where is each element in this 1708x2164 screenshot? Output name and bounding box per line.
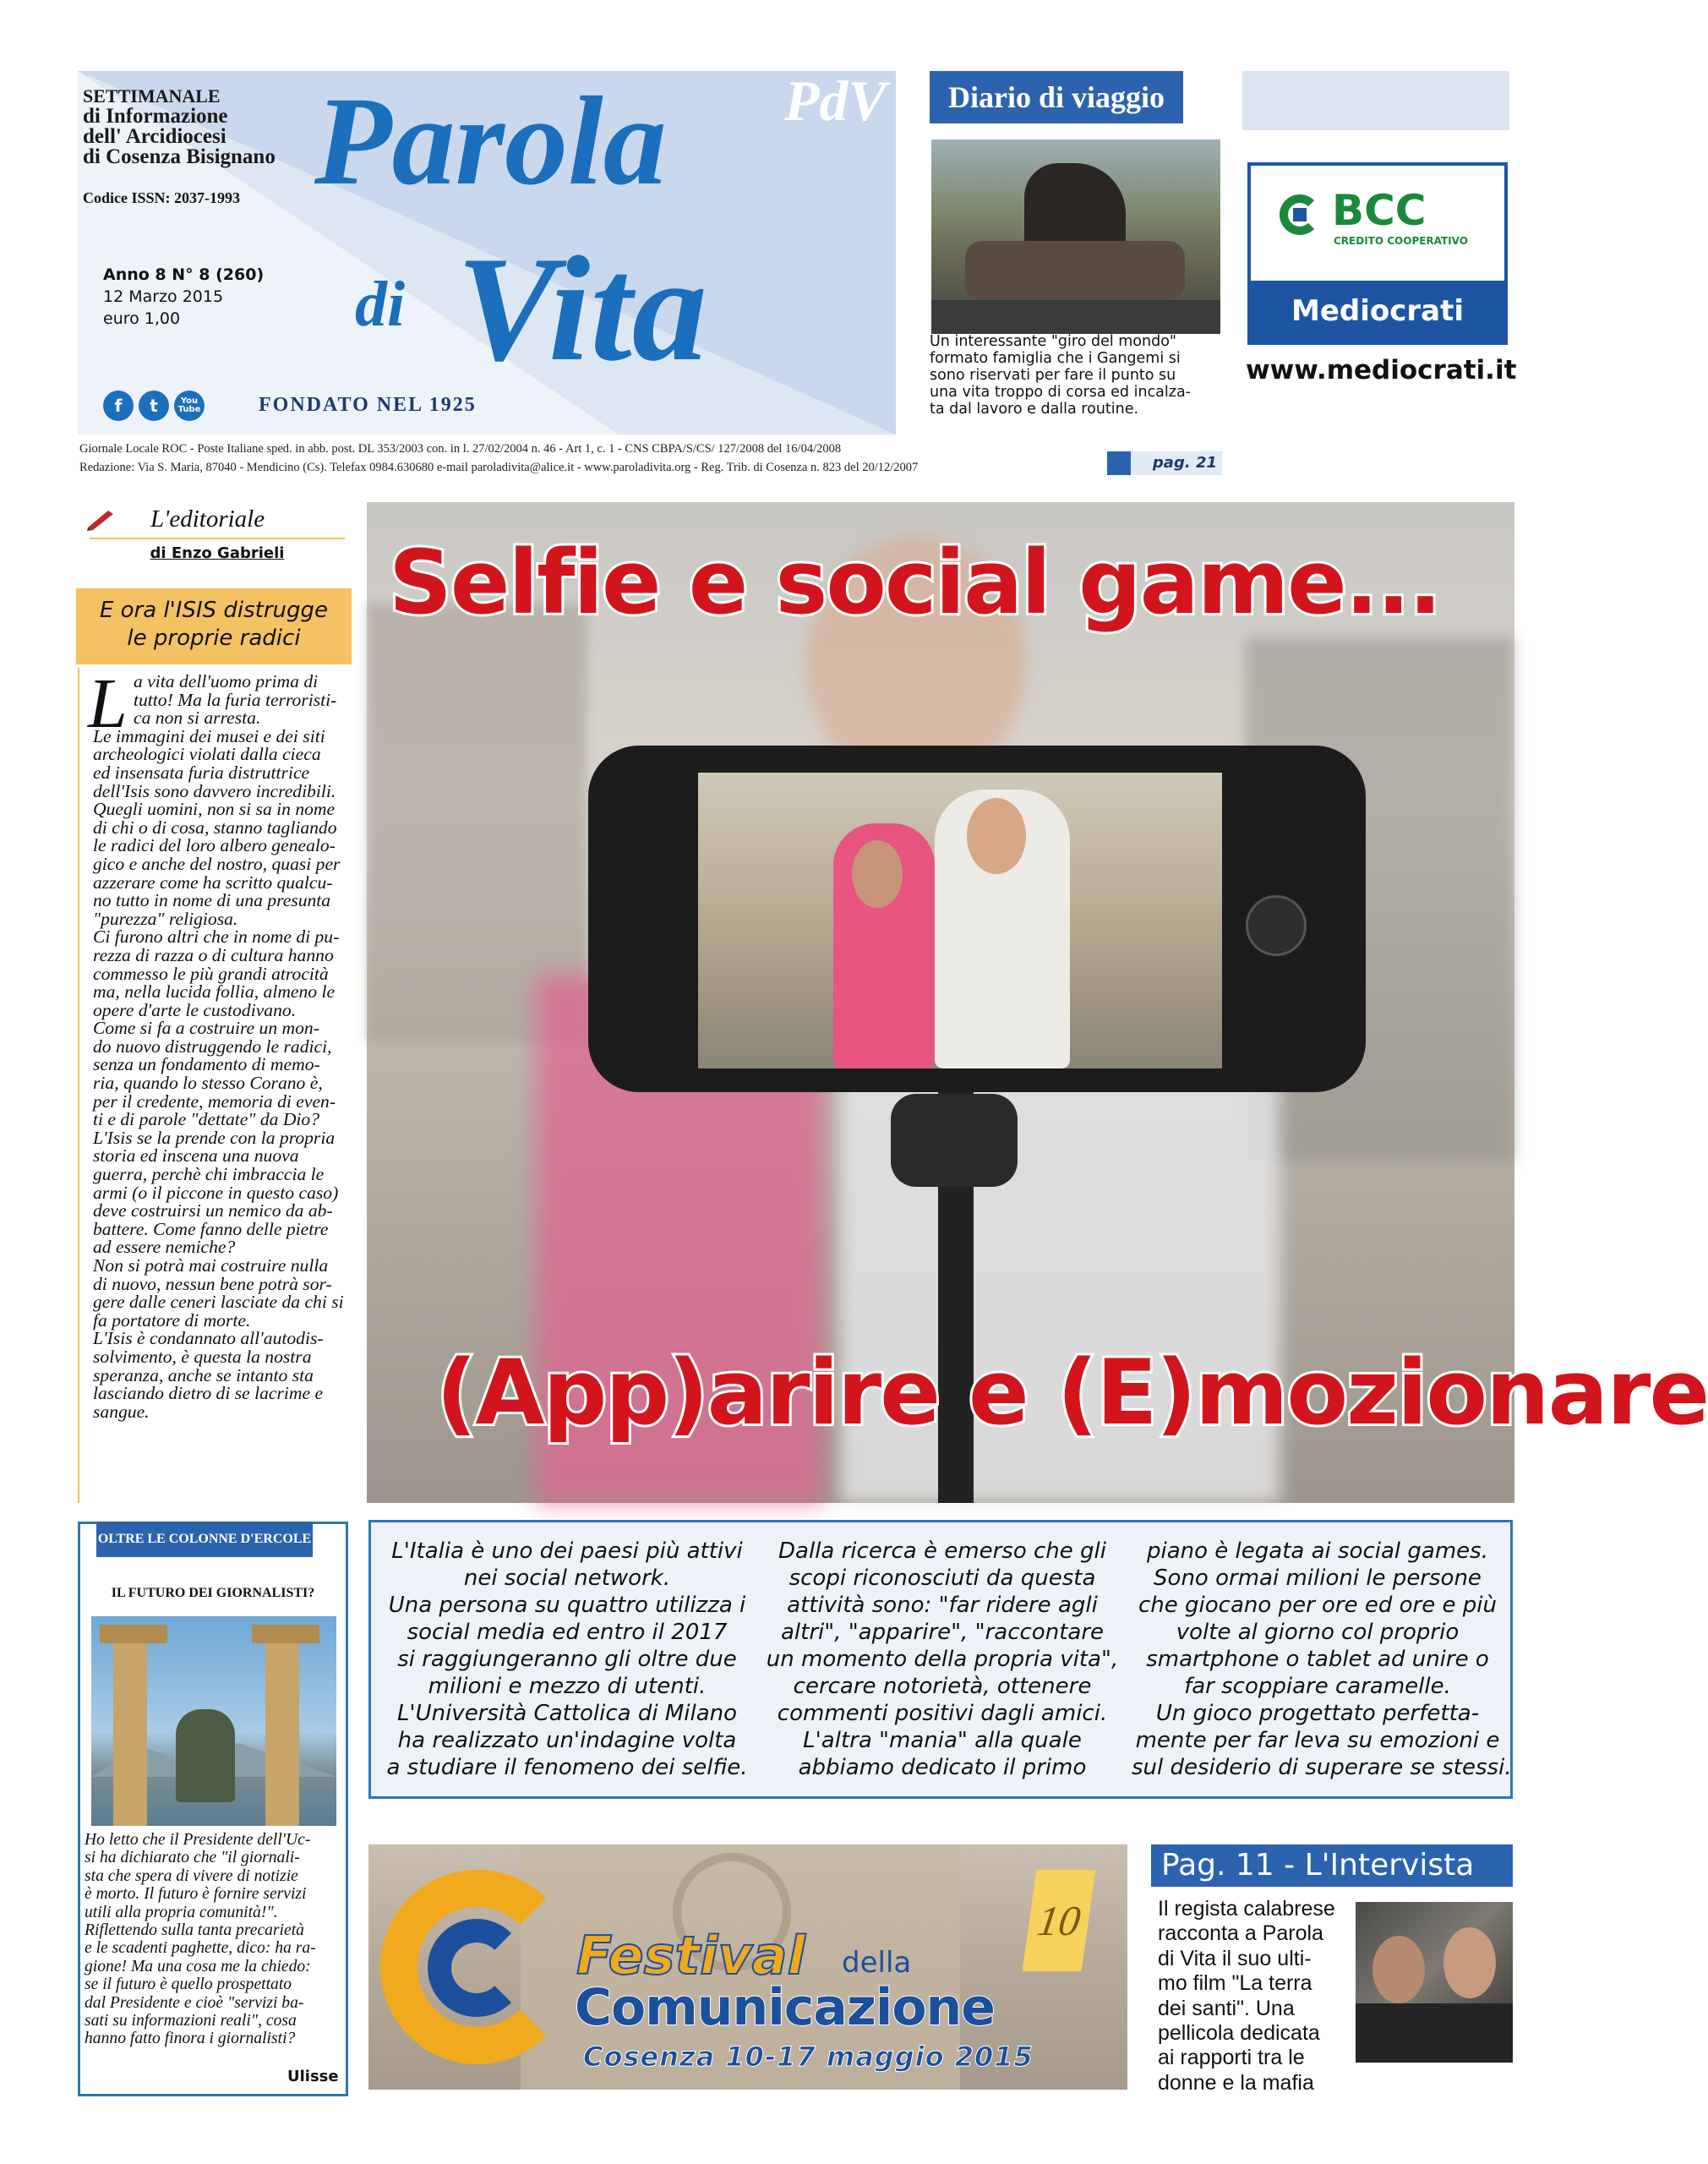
article-line: piano è legata ai social games.	[1146, 1538, 1488, 1564]
intervista-line: di Vita il suo ulti-	[1158, 1946, 1312, 1970]
intervista-line: racconta a Parola	[1158, 1921, 1323, 1946]
diario-title[interactable]: Diario di viaggio	[930, 71, 1183, 123]
article-line: attività sono: "far ridere agli	[787, 1593, 1098, 1618]
publisher-line: di Cosenza Bisignano	[83, 145, 276, 168]
title-parola: Parola	[314, 71, 667, 211]
article-line: Dalla ricerca è emerso che gli	[778, 1538, 1106, 1564]
editorial-line: Non si potrà mai costruire nulla	[93, 1255, 329, 1276]
editorial-line: dell'Isis sono davvero incredibili.	[93, 780, 336, 801]
article-panel	[368, 1520, 1513, 1799]
intervista-title[interactable]: Pag. 11 - L'Intervista	[1151, 1844, 1513, 1887]
article-line: commenti positivi dagli amici.	[777, 1701, 1108, 1726]
editorial-line: ma, nella lucida follia, almeno le	[93, 981, 336, 1003]
ad-top-band	[1242, 71, 1509, 130]
issue-date: 12 Marzo 2015	[103, 287, 224, 306]
publisher-block	[83, 86, 276, 167]
editorial-line: Le immagini dei musei e dei siti	[93, 725, 325, 746]
editorial-line: "purezza" religiosa.	[93, 908, 238, 929]
article-line: abbiamo dedicato il primo	[798, 1755, 1087, 1780]
editorial-line: ca non si arresta.	[134, 708, 261, 729]
festival-logo-inner-icon	[428, 1919, 526, 2017]
editorial-line: commesso le più grandi atrocità	[93, 963, 329, 984]
ercole-line: gione! Ma una cosa me la chiedo:	[85, 1957, 311, 1975]
editorial-headline[interactable]	[76, 588, 352, 664]
twitter-icon[interactable]: t	[139, 391, 169, 421]
editorial-line: no tutto in nome di una presunta	[93, 890, 331, 911]
editorial-line: di nuovo, nessun bene potrà sor-	[93, 1273, 332, 1294]
editorial-line: do nuovo distruggendo le radici,	[93, 1036, 332, 1057]
article-line: un momento della propria vita",	[766, 1647, 1119, 1672]
phone-screen	[698, 773, 1222, 1068]
publisher-line: dell' Arcidiocesi	[83, 125, 226, 148]
diario-photo	[931, 139, 1220, 331]
article-line: cercare notorietà, ottenere	[793, 1674, 1092, 1699]
editorial-line: tutto! Ma la furia terroristi-	[134, 689, 337, 710]
ercole-line: se il futuro è quello prospettato	[85, 1975, 292, 1994]
facebook-icon[interactable]: f	[103, 391, 134, 421]
bcc-brand: BCC	[1332, 186, 1427, 235]
festival-banner[interactable]	[368, 1844, 1127, 2090]
editorial-line: speranza, anche se intanto sta	[93, 1364, 314, 1385]
editorial-line: ti e di parole "dettate" da Dio?	[93, 1109, 320, 1130]
ercole-line: utili alla propria comunità!".	[85, 1903, 278, 1921]
cover-headline-top[interactable]: Selfie e social game...	[389, 531, 1441, 634]
intervista-line: Il regista calabrese	[1158, 1897, 1335, 1921]
headline-line: le proprie radici	[127, 626, 301, 651]
ercole-line: e le scadenti paghette, dico: ha ra-	[85, 1939, 316, 1958]
cover-headline-bottom[interactable]: (App)arire e (E)mozionare	[436, 1341, 1708, 1445]
bcc-name: Mediocrati	[1251, 281, 1504, 342]
article-line: Una persona su quattro utilizza i	[388, 1593, 746, 1618]
article-line: a studiare il fenomeno dei selfie.	[386, 1755, 748, 1780]
editorial-line: rezza di razza o di cultura hanno	[93, 944, 334, 965]
title-di: di	[355, 269, 406, 340]
editorial-line: Quegli uomini, non si sa in nome	[93, 799, 336, 820]
editorial-line: gere dalle ceneri lasciate da chi si	[93, 1292, 344, 1313]
editorial-label: L'editoriale	[150, 505, 265, 533]
article-line: L'altra "mania" alla quale	[803, 1728, 1082, 1753]
intervista-photo	[1356, 1902, 1513, 2061]
publisher-line: di Informazione	[83, 105, 228, 128]
ercole-line: Ho letto che il Presidente dell'Uc-	[85, 1831, 311, 1849]
article-line: social media ed entro il 2017	[407, 1620, 728, 1645]
editorial-line: armi (o il piccone in questo caso)	[93, 1182, 339, 1203]
article-line: si raggiungeranno gli oltre due	[397, 1647, 737, 1672]
editorial-rule	[90, 538, 345, 539]
article-line: milioni e mezzo di utenti.	[428, 1674, 707, 1699]
ercole-photo	[91, 1616, 336, 1826]
article-line: far scoppiare caramelle.	[1184, 1674, 1451, 1699]
article-line: sul desiderio di superare se stessi.	[1132, 1755, 1512, 1780]
ercole-body	[85, 1831, 316, 2048]
headline-line: E ora l'ISIS distrugge	[99, 598, 329, 623]
article-line: nei social network.	[463, 1566, 671, 1591]
pdv-badge: PdV	[784, 68, 887, 133]
editorial-line: ria, quando lo stesso Corano è,	[93, 1073, 323, 1094]
article-line: Sono ormai milioni le persone	[1154, 1566, 1482, 1591]
editorial-line: Come si fa a costruire un mon-	[93, 1018, 319, 1039]
editorial-line: opere d'arte le custodivano.	[93, 999, 297, 1020]
caption-line: sono riservati per fare il punto su	[930, 367, 1176, 384]
issue-info	[103, 264, 264, 330]
editorial-line: le radici del loro albero genealo-	[93, 835, 336, 856]
founded-line: FONDATO NEL 1925	[259, 394, 477, 416]
article-line: mente per far leva su emozioni e	[1135, 1728, 1500, 1753]
issue-number: Anno 8 N° 8 (260)	[103, 265, 265, 284]
page-ref[interactable]: pag. 21	[1131, 451, 1222, 475]
page-ref-marker	[1107, 451, 1131, 475]
article-column-1	[381, 1538, 753, 1781]
festival-word-1: Festival	[576, 1925, 805, 1986]
editorial-line: solvimento, è questa la nostra	[93, 1346, 312, 1367]
cover-photo	[367, 502, 1708, 1503]
article-line: altri", "apparire", "raccontare	[780, 1620, 1105, 1645]
article-column-3	[1132, 1538, 1512, 1781]
ercole-title: IL FUTURO DEI GIORNALISTI?	[111, 1586, 315, 1600]
issn-code: Codice ISSN: 2037-1993	[83, 189, 241, 206]
ercole-signature: Ulisse	[287, 2068, 339, 2085]
bcc-website[interactable]: www.mediocrati.it	[1246, 355, 1517, 385]
caption-line: formato famiglia che i Gangemi si	[930, 350, 1181, 367]
editorial-line: storia ed inscena una nuova	[93, 1145, 299, 1167]
editorial-author: di Enzo Gabrieli	[150, 544, 285, 562]
legal-line-1: Giornale Locale ROC - Poste Italiane sped. in abb. post. DL 353/2003 con. in l. 27/02/2004 n. 46 - Art 1, c. 1 - CNS CBPA/S/CS/ 127/2008 del 16/04/2008	[79, 442, 842, 456]
legal-line-2: Redazione: Via S. Maria, 87040 - Mendicino (Cs). Telefax 0984.630680 e-mail paroladivita@alice.it - www.paroladivita.org - Reg. Trib. di Cosenza n. 823 del 20/12/2007	[79, 461, 919, 474]
ercole-label[interactable]: OLTRE LE COLONNE D'ERCOLE	[96, 1522, 313, 1557]
editorial-line: L'Isis è condannato all'autodis-	[93, 1328, 324, 1349]
editorial-line: Ci furono altri che in nome di pu-	[93, 926, 340, 948]
intervista-line: ai rapporti tra le	[1158, 2046, 1305, 2070]
ercole-line: hanno fatto finora i giornalisti?	[85, 2030, 296, 2048]
festival-dates: Cosenza 10-17 maggio 2015	[583, 2041, 1034, 2073]
intervista-line: pellicola dedicata	[1158, 2021, 1320, 2046]
editorial-dropcap: L	[88, 664, 128, 743]
bcc-ad[interactable]	[1247, 162, 1508, 345]
editorial-line: di chi o di cosa, stanno tagliando	[93, 817, 337, 838]
article-line: L'Università Cattolica di Milano	[396, 1701, 738, 1726]
article-line: L'Italia è uno dei paesi più attivi	[391, 1538, 743, 1564]
editorial-line: ad essere nemiche?	[93, 1237, 236, 1258]
caption-line: ta dal lavoro e dalla routine.	[930, 401, 1139, 418]
ercole-line: sati su informazioni reali", cosa	[85, 2012, 297, 2030]
festival-edition: 10	[1023, 1870, 1096, 1971]
editorial-line: fa portatore di morte.	[93, 1309, 251, 1331]
ercole-line: è morto. Il futuro è fornire servizi	[85, 1885, 307, 1904]
article-line: volte al giorno col proprio	[1176, 1620, 1460, 1645]
ercole-line: Riflettendo sulla tanta precarietà	[85, 1921, 304, 1940]
youtube-icon[interactable]: You Tube	[174, 391, 205, 421]
bcc-subtitle: CREDITO COOPERATIVO	[1334, 235, 1468, 247]
editorial-line: gico e anche del nostro, quasi per	[93, 853, 341, 874]
editorial-line: guerra, perchè chi imbraccia le	[93, 1164, 325, 1185]
article-line: ha realizzato un'indagine volta	[397, 1728, 737, 1753]
article-line: che giocano per ore ed ore e più	[1138, 1593, 1497, 1618]
article-line: smartphone o tablet ad unire o	[1146, 1647, 1489, 1672]
intervista-line: donne e la mafia	[1158, 2070, 1314, 2095]
caption-line: Un interessante "giro del mondo"	[930, 333, 1176, 350]
editorial-line: senza un fondamento di memo-	[93, 1054, 320, 1075]
editorial-line: lasciando dietro di se lacrime e	[93, 1383, 324, 1404]
editorial-line: L'Isis se la prende con la propria	[93, 1127, 336, 1148]
editorial-line: per il credente, memoria di even-	[93, 1090, 336, 1112]
festival-word-3: Comunicazione	[575, 1978, 995, 2037]
editorial-line: deve costruirsi un nemico da ab-	[93, 1200, 333, 1221]
ercole-line: dal Presidente e cioè "servizi ba-	[85, 1993, 304, 2012]
pen-icon	[86, 507, 115, 531]
article-line: Un gioco progettato perfetta-	[1155, 1701, 1480, 1726]
publisher-line: SETTIMANALE	[83, 85, 221, 107]
title-vita: Vita	[456, 225, 707, 392]
editorial-line: sangue.	[93, 1401, 150, 1422]
article-line: scopi riconosciuti da questa	[789, 1566, 1096, 1591]
editorial-line: battere. Come fanno delle pietre	[93, 1218, 329, 1239]
ercole-line: si ha dichiarato che "il giornali-	[85, 1849, 300, 1867]
editorial-line: a vita dell'uomo prima di	[134, 671, 319, 691]
editorial-line: azzerare come ha scritto qualcu-	[93, 872, 333, 893]
social-links	[103, 391, 205, 421]
intervista-line: dei santi". Una	[1158, 1996, 1295, 2020]
article-column-2	[756, 1538, 1128, 1781]
editorial-body	[93, 673, 347, 1421]
editorial-side-rule	[78, 668, 79, 1503]
bcc-logo-mark-icon	[1293, 208, 1307, 221]
festival-word-2: della	[842, 1946, 912, 1980]
caption-line: una vita troppo di corsa ed incalza-	[930, 384, 1191, 401]
ercole-line: sta che spera di vivere di notizie	[85, 1866, 298, 1885]
editorial-line: ed insensata furia distruttrice	[93, 762, 310, 783]
editorial-line: archeologici violati dalla cieca	[93, 744, 321, 765]
intervista-body	[1158, 1897, 1335, 2096]
issue-price: euro 1,00	[103, 309, 181, 328]
intervista-line: mo film "La terra	[1158, 1971, 1312, 1996]
diario-caption	[930, 333, 1221, 418]
